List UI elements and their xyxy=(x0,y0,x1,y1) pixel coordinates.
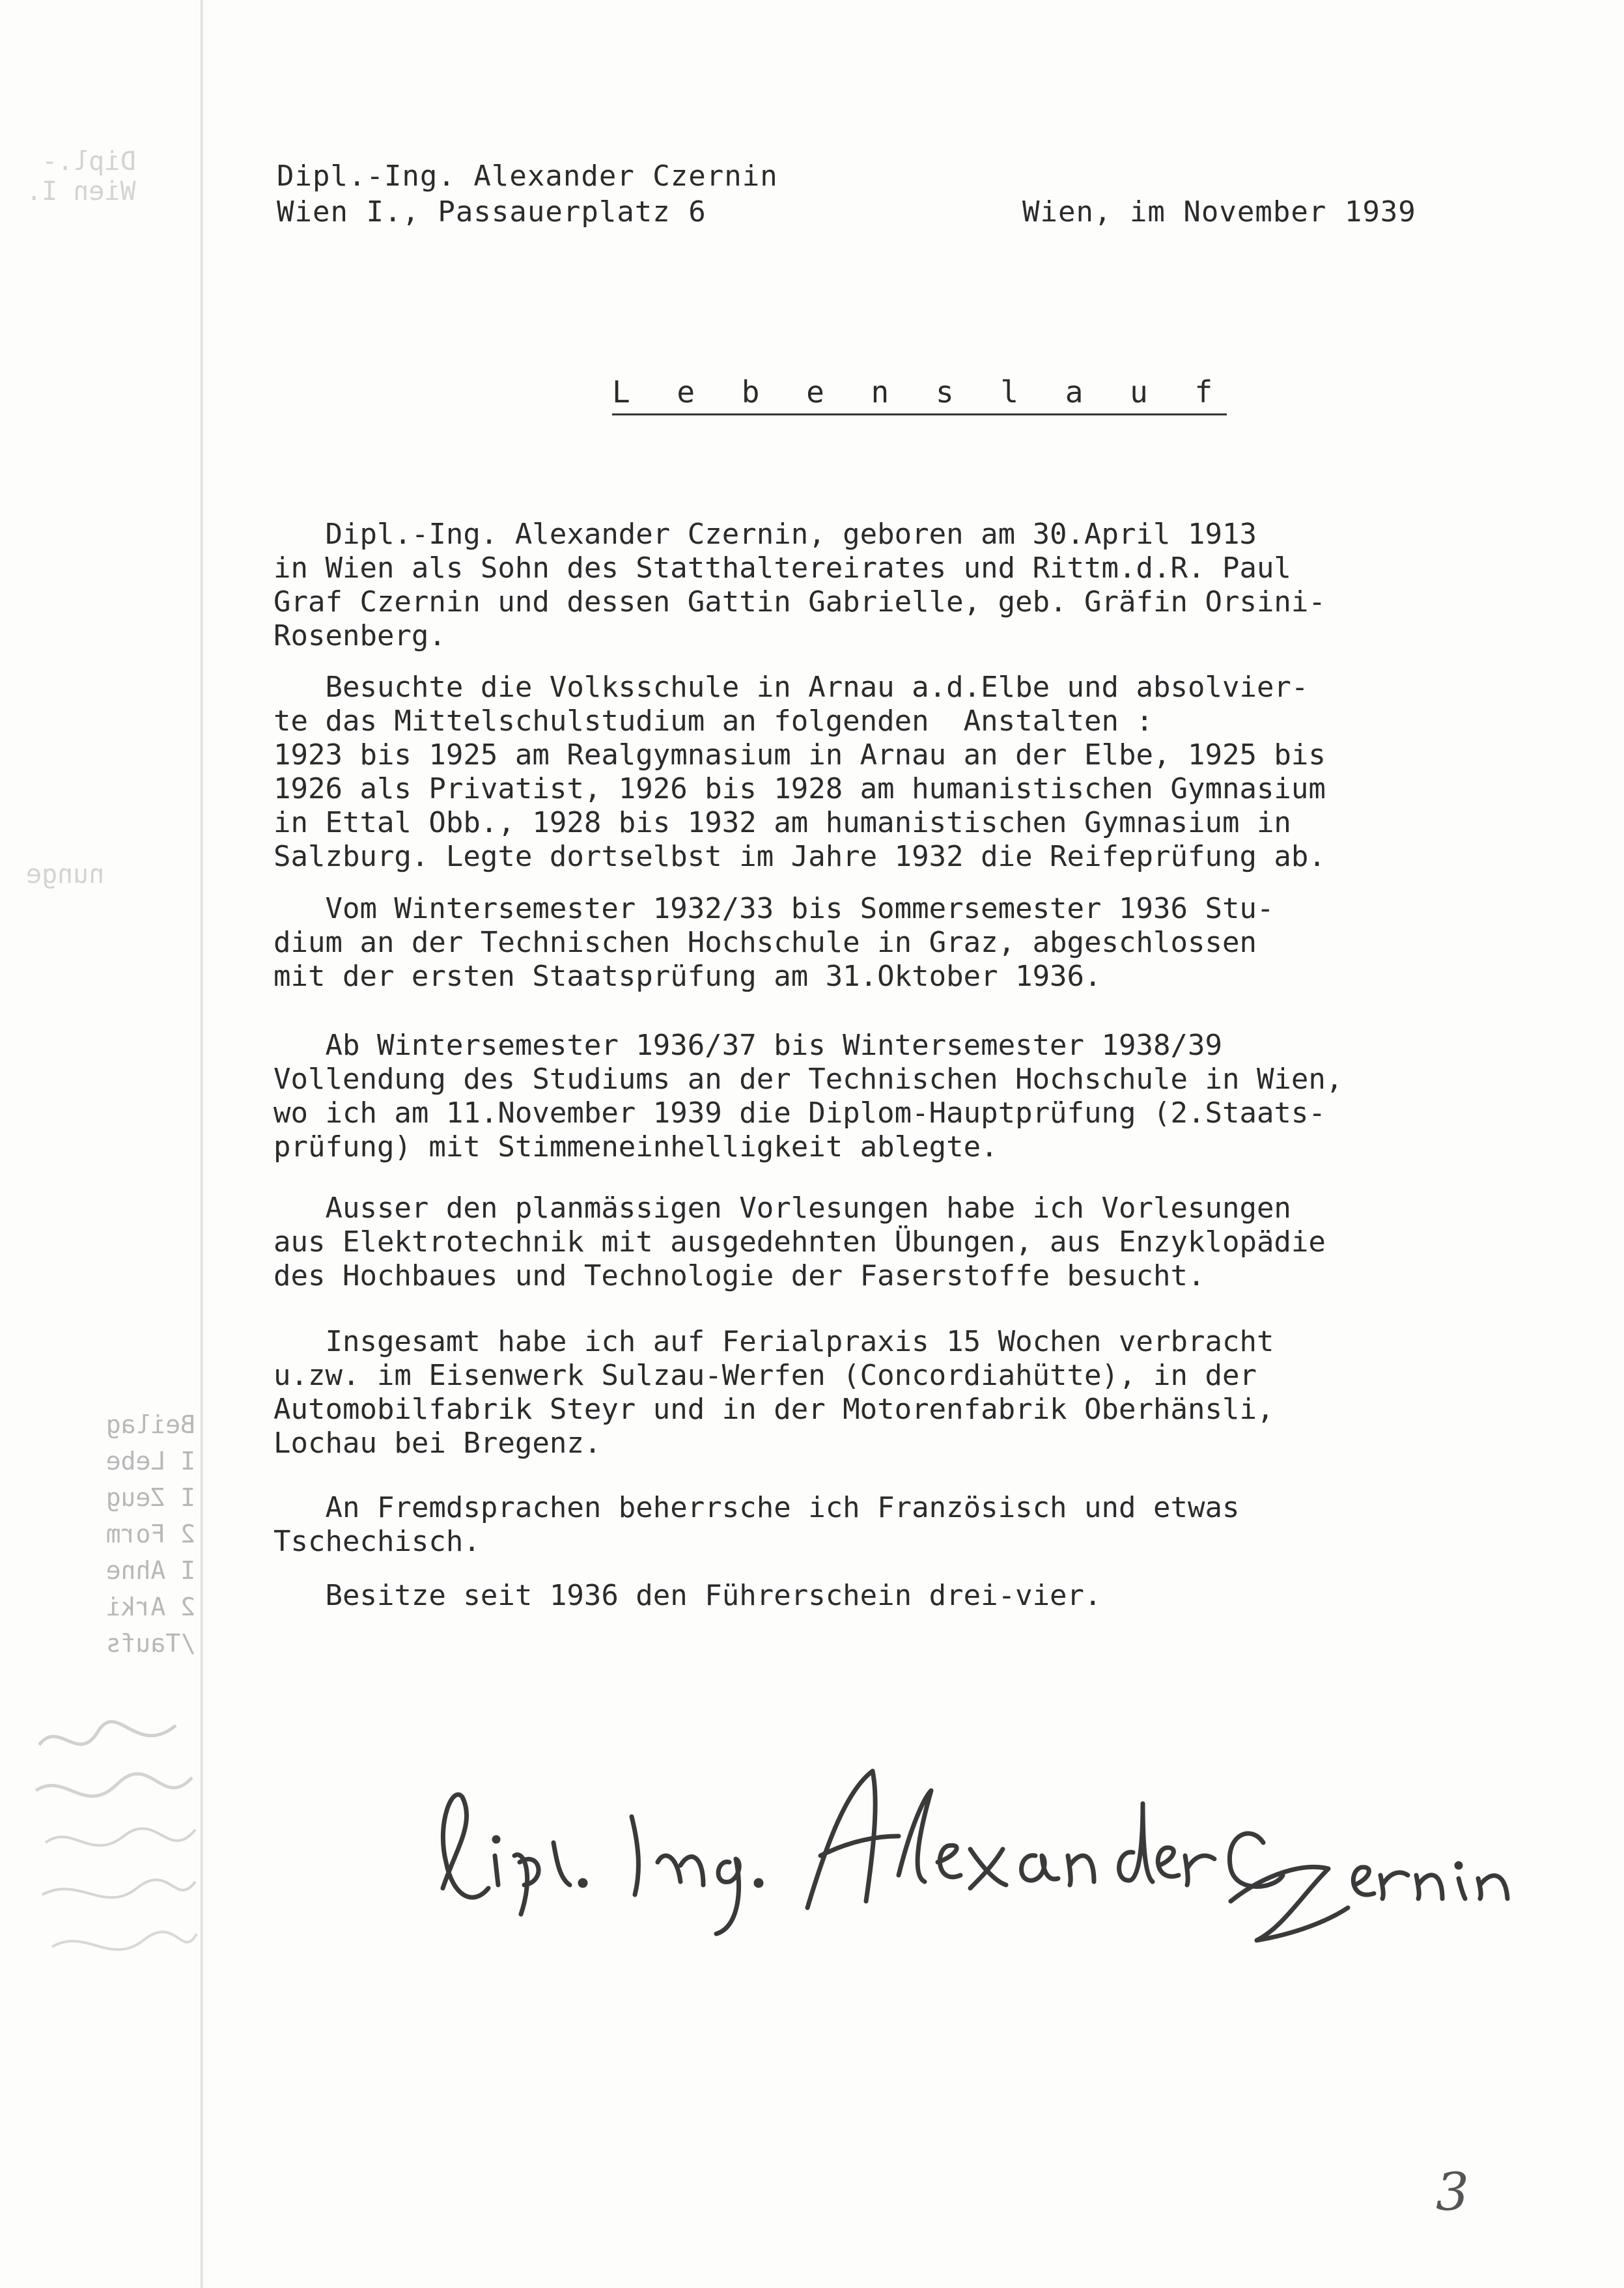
bleed-through-handwriting xyxy=(26,1706,202,2018)
bleed-through-left-block: Beilag I Lebe I Zeug 2 Form I Ahne 2 Arki /Taufs xyxy=(105,1410,195,1658)
text-line: Tschechisch. xyxy=(273,1525,481,1558)
text-line: dium an der Technischen Hochschule in Graz, abgeschlossen xyxy=(273,926,1257,959)
text-line: Lochau bei Bregenz. xyxy=(273,1427,602,1460)
text-line: Salzburg. Legte dortselbst im Jahre 1932 die Reifeprüfung ab. xyxy=(273,840,1326,873)
text-line: Insgesamt habe ich auf Ferialpraxis 15 Wochen verbracht xyxy=(273,1325,1274,1358)
letter-date: Wien, im November 1939 xyxy=(1022,195,1416,229)
text-line: 1923 bis 1925 am Realgymnasium in Arnau an der Elbe, 1925 bis xyxy=(273,738,1326,772)
page-number: 3 xyxy=(1436,2162,1469,2222)
text-line: Besuchte die Volksschule in Arnau a.d.Elbe und absolvier- xyxy=(273,671,1309,704)
text-line: in Ettal Obb., 1928 bis 1932 am humanistischen Gymnasium in xyxy=(273,806,1291,839)
text-line: te das Mittelschulstudium an folgenden Anstalten : xyxy=(273,705,1154,738)
sender-name: Dipl.-Ing. Alexander Czernin xyxy=(277,160,778,193)
paragraph-license xyxy=(273,1579,1511,1613)
text-line: 1926 als Privatist, 1926 bis 1928 am humanistischen Gymnasium xyxy=(273,772,1326,805)
text-line: mit der ersten Staatsprüfung am 31.Oktober 1936. xyxy=(273,960,1102,993)
text-line: Ausser den planmässigen Vorlesungen habe ich Vorlesungen xyxy=(273,1192,1291,1225)
text-line: Vom Wintersemester 1932/33 bis Sommersemester 1936 Stu- xyxy=(273,892,1274,925)
text-line: Vollendung des Studiums an der Technischen Hochschule in Wien, xyxy=(273,1063,1343,1096)
paragraph-internship xyxy=(273,1325,1511,1460)
paragraph-birth xyxy=(273,518,1511,653)
handwritten-signature xyxy=(417,1745,1576,1953)
text-line: Automobilfabrik Steyr und in der Motorenfabrik Oberhänsli, xyxy=(273,1393,1274,1426)
text-line: prüfung) mit Stimmeneinhelligkeit ablegte. xyxy=(273,1130,998,1164)
text-line: u.zw. im Eisenwerk Sulzau-Werfen (Concordiahütte), in der xyxy=(273,1359,1257,1392)
paragraph-graz-study xyxy=(273,892,1511,994)
paragraph-schooling xyxy=(273,671,1511,874)
text-line: Besitze seit 1936 den Führerschein drei-vier. xyxy=(273,1579,1102,1612)
bleed-through-left-middle: nunge xyxy=(26,859,105,889)
text-line: Graf Czernin und dessen Gattin Gabrielle, geb. Gräfin Orsini- xyxy=(273,585,1326,619)
text-line: in Wien als Sohn des Statthaltereirates und Rittm.d.R. Paul xyxy=(273,551,1291,585)
paragraph-languages xyxy=(273,1491,1511,1559)
text-line: des Hochbaues und Technologie der Faserstoffe besucht. xyxy=(273,1259,1205,1292)
paragraph-vienna-study xyxy=(273,1029,1511,1164)
text-line: Ab Wintersemester 1936/37 bis Wintersemester 1938/39 xyxy=(273,1029,1222,1062)
sender-address: Wien I., Passauerplatz 6 xyxy=(277,195,707,229)
bleed-through-top-left: Dipl.- Wien I. xyxy=(26,146,136,206)
text-line: wo ich am 11.November 1939 die Diplom-Hauptprüfung (2.Staats- xyxy=(273,1096,1326,1130)
text-line: Rosenberg. xyxy=(273,619,446,652)
paragraph-lectures xyxy=(273,1192,1511,1293)
text-line: Dipl.-Ing. Alexander Czernin, geboren am 30.April 1913 xyxy=(273,518,1257,551)
document-title: L e b e n s l a u f xyxy=(612,374,1227,415)
text-line: An Fremdsprachen beherrsche ich Französisch und etwas xyxy=(273,1491,1240,1524)
text-line: aus Elektrotechnik mit ausgedehnten Übungen, aus Enzyklopädie xyxy=(273,1225,1326,1259)
